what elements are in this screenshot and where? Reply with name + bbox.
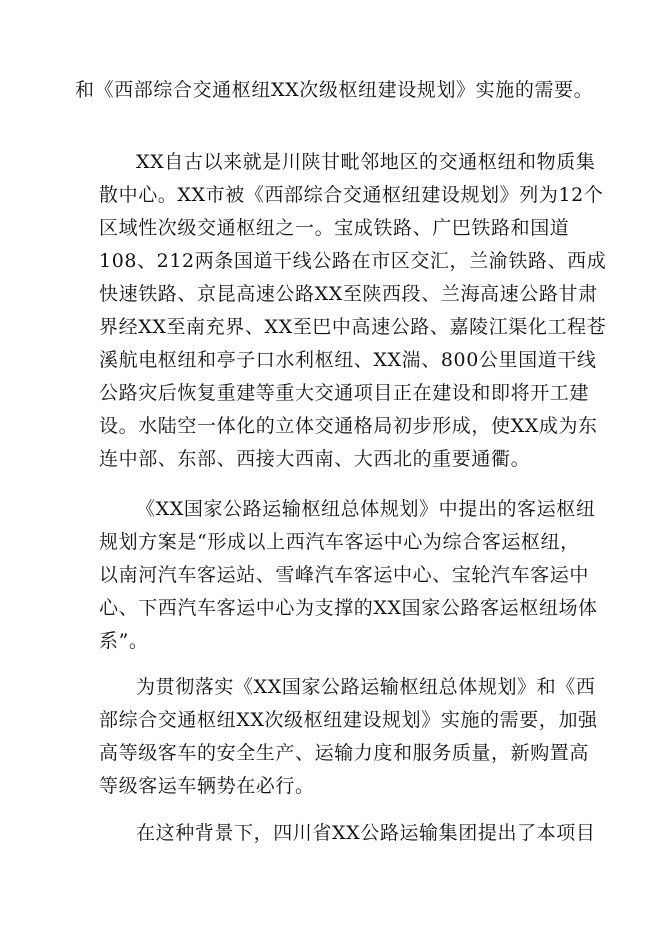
text-line: 和《西部综合交通枢纽XX次级枢纽建设规划》实施的需要。 bbox=[75, 79, 594, 101]
text-line: 系”。 bbox=[99, 630, 149, 652]
text-line: 溪航电枢纽和亭子口水利枢纽、XX湍、800公里国道干线 bbox=[99, 349, 597, 371]
text-line: 等级客运车辆势在必行。 bbox=[99, 775, 315, 797]
text-line: 《XX国家公路运输枢纽总体规划》中提出的客运枢纽 bbox=[136, 498, 596, 520]
text-line: 设。水陆空一体化的立体交通格局初步形成，使XX成为东 bbox=[99, 415, 598, 437]
text-line: 心、下西汽车客运中心为支撑的XX国家公路客运枢纽场体 bbox=[99, 597, 598, 619]
text-line: 为贯彻落实《XX国家公路运输枢纽总体规划》和《西 bbox=[136, 676, 596, 698]
text-line: 在这种背景下，四川省XX公路运输集团提出了本项目 bbox=[136, 822, 596, 844]
text-line: 区域性次级交通枢纽之一。宝成铁路、广巴铁路和国道 bbox=[99, 217, 570, 239]
text-line: 散中心。XX市被《西部综合交通枢纽建设规划》列为12个 bbox=[99, 184, 604, 206]
text-line: 108、212两条国道干线公路在市区交汇，兰渝铁路、西成 bbox=[99, 250, 607, 272]
text-line: 规划方案是“形成以上西汽车客运中心为综合客运枢纽， bbox=[99, 531, 580, 553]
text-line: 界经XX至南充界、XX至巴中高速公路、嘉陵江渠化工程苍 bbox=[99, 316, 607, 338]
text-line: 公路灾后恢复重建等重大交通项目正在建设和即将开工建 bbox=[99, 382, 590, 404]
text-line: 快速铁路、京昆高速公路XX至陕西段、兰海高速公路甘肃 bbox=[99, 283, 598, 305]
text-line: 以南河汽车客运站、雪峰汽车客运中心、宝轮汽车客运中 bbox=[99, 564, 590, 586]
text-line: 连中部、东部、西接大西南、大西北的重要通衢。 bbox=[99, 448, 531, 470]
text-line: XX自古以来就是川陕甘毗邻地区的交通枢纽和物质集 bbox=[136, 151, 596, 173]
text-line: 高等级客车的安全生产、运输力度和服务质量，新购置高 bbox=[99, 742, 590, 764]
text-line: 部综合交通枢纽XX次级枢纽建设规划》实施的需要，加强 bbox=[99, 709, 598, 731]
